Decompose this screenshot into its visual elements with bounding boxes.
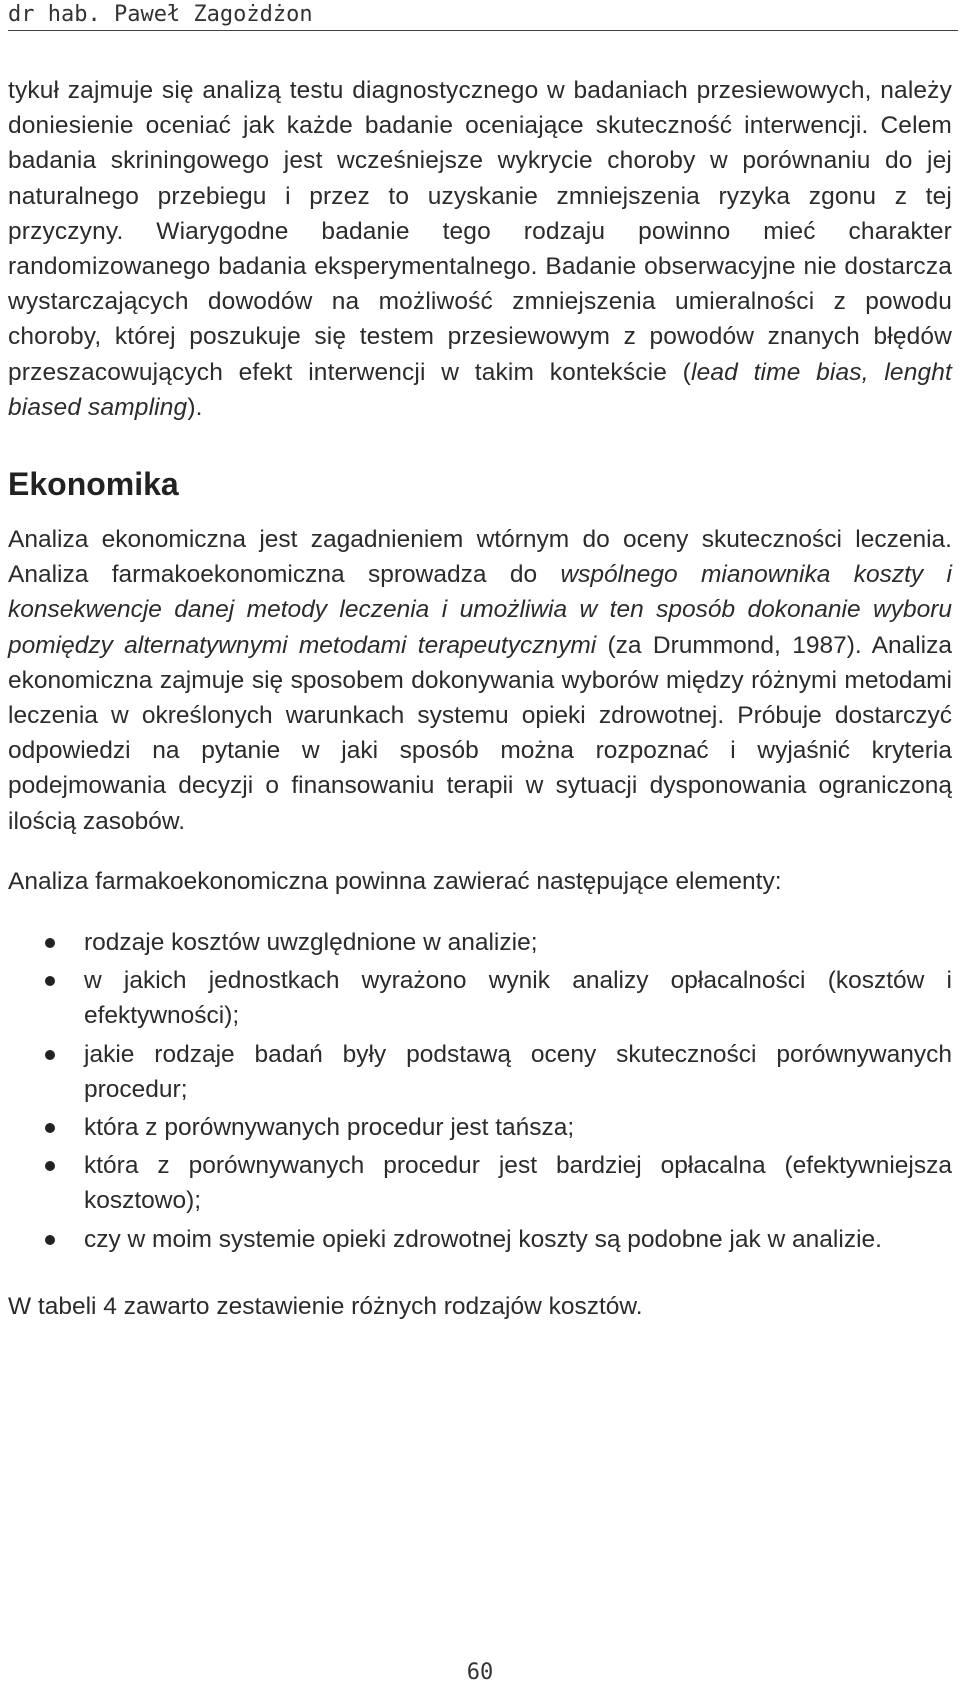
bullet-icon [45,1161,55,1171]
bullet-icon [45,1235,55,1245]
bullet-icon [45,976,55,986]
list-item: w jakich jednostkach wyrażono wynik analizy opłacalności (kosztów i efektywności); [8,963,952,1033]
bullet-icon [45,1123,55,1133]
list-item: która z porównywanych procedur jest tańsza; [8,1110,952,1145]
section-heading: Ekonomika [8,466,179,503]
final-paragraph: W tabeli 4 zawarto zestawienie różnych rodzajów kosztów. [8,1292,643,1320]
list-item: jakie rodzaje badań były podstawą oceny skuteczności porównywanych procedur; [8,1037,952,1107]
running-header: dr hab. Paweł Zagożdżon [8,0,958,31]
bullet-icon [45,938,55,948]
elements-list [8,925,952,1257]
list-item: która z porównywanych procedur jest bardziej opłacalna (efektywniejsza kosztowo); [8,1148,952,1218]
economics-paragraph: Analiza ekonomiczna jest zagadnieniem wtórnym do oceny skuteczności leczenia. Analiza farmakoekonomiczna sprowadza do wspólnego mianownika koszty i konsekwencje danej metody leczenia i umożliwia w ten sposób dokonanie wyboru pomiędzy alternatywnymi metodami terapeutycznymi (za Drummond, 1987). Analiza ekonomiczna zajmuje się sposobem dokonywania wyborów między różnymi metodami leczenia w określonych warunkach systemu opieki zdrowotnej. Próbuje dostarczyć odpowiedzi na pytanie w jaki sposób można rozpoznać i wyjaśnić kryteria podejmowania decyzji o finansowaniu terapii w sytuacji dysponowania ograniczoną ilością zasobów. [8,526,952,835]
intro-paragraph: tykuł zajmuje się analizą testu diagnostycznego w badaniach przesiewowych, należy doniesienie oceniać jak każde badanie oceniające skuteczność interwencji. Celem badania skriningowego jest wcześniejsze wykrycie choroby w porównaniu do jej naturalnego przebiegu i przez to uzyskanie zmniejszenia ryzyka zgonu z tej przyczyny. Wiarygodne badanie tego rodzaju powinno mieć charakter randomizowanego badania eksperymentalnego. Badanie obserwacyjne nie dostarcza wystarczających dowodów na możliwość zmniejszenia umieralności z powodu choroby, której poszukuje się testem przesiewowym z powodów znanych błędów przeszacowujących efekt interwencji w takim kontekście (lead time bias, lenght biased sampling). [8,77,952,421]
list-item: czy w moim systemie opieki zdrowotnej koszty są podobne jak w analizie. [8,1222,952,1257]
page-body [8,73,952,1324]
list-item: rodzaje kosztów uwzględnione w analizie; [8,925,952,960]
list-intro-paragraph: Analiza farmakoekonomiczna powinna zawierać następujące elementy: [8,867,782,895]
bullet-icon [45,1050,55,1060]
page-number: 60 [466,1660,494,1685]
